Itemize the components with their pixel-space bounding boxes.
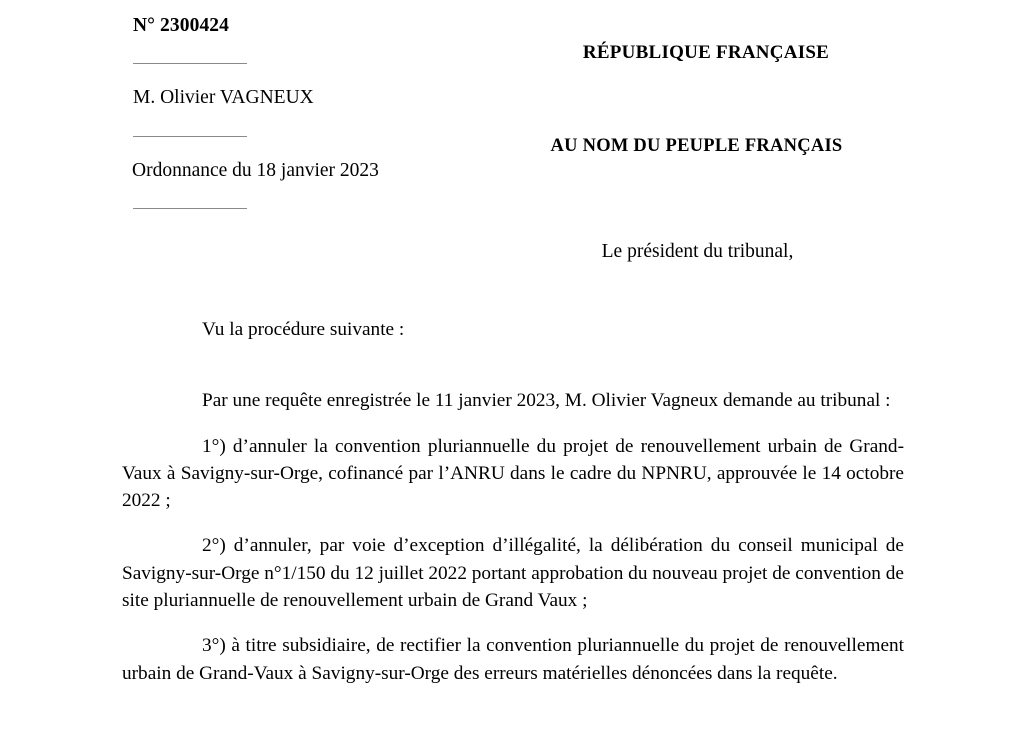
procedure-intro-paragraph: Vu la procédure suivante : (202, 319, 405, 340)
document-header (0, 0, 1024, 290)
document-body (122, 316, 904, 687)
republic-heading: RÉPUBLIQUE FRANÇAISE (582, 42, 830, 63)
header-divider-3 (133, 208, 247, 209)
in-the-name-of-people-heading: AU NOM DU PEUPLE FRANÇAIS (550, 136, 843, 156)
paragraph-spacer (122, 343, 904, 387)
request-intro-paragraph: Par une requête enregistrée le 11 janvier 2023, M. Olivier Vagneux demande au tribunal : (202, 390, 891, 412)
claim-paragraph-1: 1°) d’annuler la convention pluriannuelle du projet de renouvellement urbain de Grand-Vaux à Savigny-sur-Orge, cofinancé par l’ANRU dans le cadre du NPNRU, approuvée le 14 octobre 2022 ; (122, 435, 904, 512)
header-divider-1 (133, 63, 247, 64)
claim-paragraph-3: 3°) à titre subsidiaire, de rectifier la convention pluriannuelle du projet de renouvellement urbain de Grand-Vaux à Savigny-sur-Orge des erreurs matérielles dénoncées dans la requête. (122, 635, 904, 684)
party-name: M. Olivier VAGNEUX (133, 87, 314, 109)
case-number: N° 2300424 (133, 15, 230, 36)
decision-date-line: Ordonnance du 18 janvier 2023 (132, 159, 379, 181)
header-left-column (133, 14, 513, 209)
header-divider-2 (133, 136, 247, 137)
president-line: Le président du tribunal, (601, 241, 794, 262)
claim-paragraph-2: 2°) d’annuler, par voie d’exception d’illégalité, la délibération du conseil municipal de Savigny-sur-Orge n°1/150 du 12 juillet 2022 portant approbation du nouveau projet de convention de site pluriannuelle de renouvellement urbain de Grand Vaux ; (122, 535, 904, 612)
